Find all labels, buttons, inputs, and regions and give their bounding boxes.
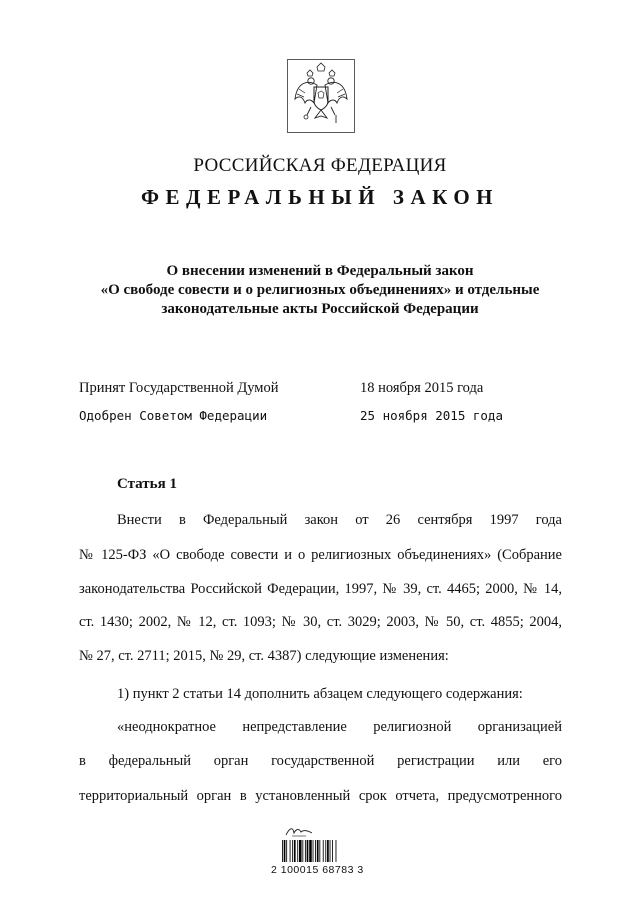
council-approval-date: 25 ноября 2015 года [360,408,503,423]
russian-coat-of-arms-icon [287,59,355,133]
article-text-line: 1) пункт 2 статьи 14 дополнить абзацем следующего содержания: [117,686,523,702]
law-title-line: «О свободе совести и о религиозных объединениях» и отдельные [100,282,540,298]
handwritten-mark-icon [284,824,314,838]
barcode-number: 2 100015 68783 3 [271,864,364,876]
article-text-line: территориальный орган в установленный срок отчета, предусмотренного [79,788,562,804]
duma-adoption-date: 18 ноября 2015 года [360,380,484,396]
article-text-line: № 27, ст. 2711; 2015, № 29, ст. 4387) следующие изменения: [79,648,449,664]
article-text-line: Внести в Федеральный закон от 26 сентября 1997 года [117,512,562,528]
article-heading: Статья 1 [117,476,177,492]
council-approval-label: Одобрен Советом Федерации [79,408,268,423]
article-text-line: законодательства Российской Федерации, 1997, № 39, ст. 4465; 2000, № 14, [79,581,562,597]
duma-adoption-label: Принят Государственной Думой [79,380,279,396]
article-text-line: № 125-ФЗ «О свободе совести и о религиозных объединениях» (Собрание [79,547,562,563]
law-title [60,262,580,319]
article-text-line: в федеральный орган государственной регистрации или его [79,753,562,769]
country-name: РОССИЙСКАЯ ФЕДЕРАЦИЯ [193,155,447,176]
article-text-line: ст. 1430; 2002, № 12, ст. 1093; № 30, ст. 3029; 2003, № 50, ст. 4855; 2004, [79,614,562,630]
law-title-line: законодательные акты Российской Федерации [161,301,479,317]
barcode-icon [282,840,356,862]
article-text-line: «неоднократное непредставление религиозной организацией [117,719,562,735]
law-title-line: О внесении изменений в Федеральный закон [166,263,474,279]
law-type-heading: ФЕДЕРАЛЬНЫЙ ЗАКОН [141,185,499,209]
